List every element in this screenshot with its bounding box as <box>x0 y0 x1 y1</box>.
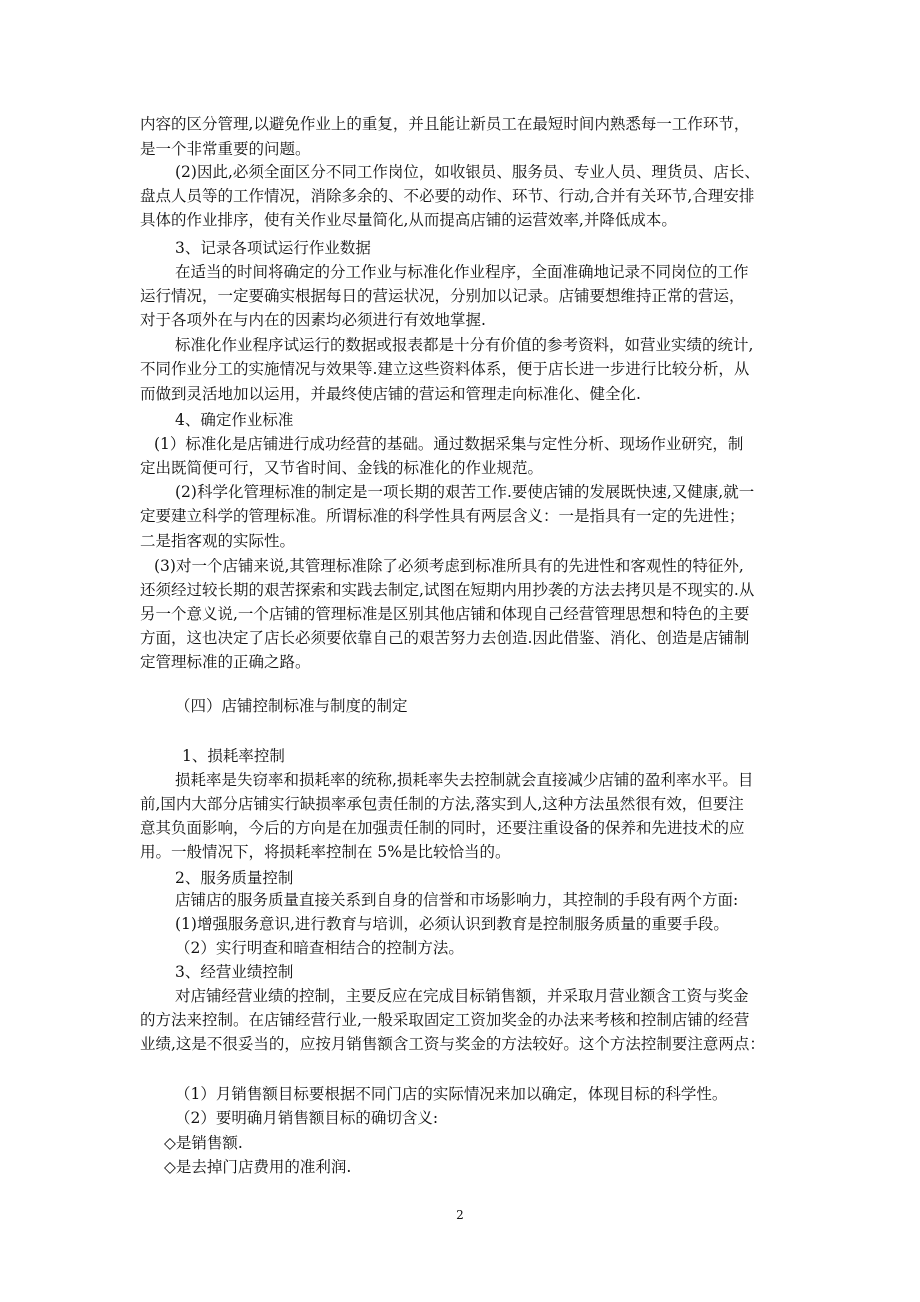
text-line: （四）店铺控制标准与制度的制定 <box>175 697 408 715</box>
text-line: 对店铺经营业绩的控制，主要反应在完成目标销售额，并采取月营业额含工资与奖金 <box>175 987 749 1005</box>
text-line: 前,国内大部分店铺实行缺损率承包责任制的方法,落实到人,这种方法虽然很有效，但要注 <box>140 795 744 813</box>
text-line: 内容的区分管理,以避免作业上的重复，并且能让新员工在最短时间内熟悉每一工作环节， <box>140 115 750 133</box>
text-line: 对于各项外在与内在的因素均必须进行有效地掌握. <box>140 311 486 329</box>
text-line: (3)对一个店铺来说,其管理标准除了必须考虑到标准所具有的先进性和客观性的特征外, <box>154 557 744 575</box>
text-line: 是一个非常重要的问题。 <box>140 140 311 158</box>
text-line: 2、服务质量控制 <box>175 869 294 887</box>
text-line: (1）标准化是店铺进行成功经营的基础。通过数据采集与定性分析、现场作业研究，制 <box>154 435 744 453</box>
text-line: 而做到灵活地加以运用，并最终使店铺的营运和管理走向标准化、健全化. <box>140 385 641 403</box>
text-line: 方面，这也决定了店长必须要依靠自己的艰苦努力去创造.因此借鉴、消化、创造是店铺制 <box>140 629 750 647</box>
text-line: 二是指客观的实际性。 <box>140 532 296 550</box>
text-line: (2)科学化管理标准的制定是一项长期的艰苦工作.要使店铺的发展既快速,又健康,就一 <box>175 483 755 501</box>
text-line: （2）要明确月销售额目标的确切含义: <box>175 1109 439 1127</box>
page-number: 2 <box>456 1208 464 1222</box>
text-line: 另一个意义说,一个店铺的管理标准是区别其他店铺和体现自己经营管理思想和特色的主要 <box>140 605 750 623</box>
text-line: 3、经营业绩控制 <box>175 963 294 981</box>
text-line: 定要建立科学的管理标准。所谓标准的科学性具有两层含义：一是指具有一定的先进性； <box>140 507 745 525</box>
text-line: 用。一般情况下，将损耗率控制在 5%是比较恰当的。 <box>140 843 511 861</box>
text-line: 运行情况，一定要确实根据每日的营运状况，分别加以记录。店铺要想维持正常的营运， <box>140 287 745 305</box>
text-line: 店铺店的服务质量直接关系到自身的信誉和市场影响力，其控制的手段有两个方面: <box>175 891 739 909</box>
text-line: （1）月销售额目标要根据不同门店的实际情况来加以确定，体现目标的科学性。 <box>175 1085 728 1103</box>
text-line: ◇是去掉门店费用的准利润. <box>164 1158 352 1176</box>
text-line: 1、损耗率控制 <box>182 747 285 765</box>
text-line: 意其负面影响，今后的方向是在加强责任制的同时，还要注重设备的保养和先进技术的应 <box>140 819 745 837</box>
text-line: 业绩,这是不很妥当的，应按月销售额含工资与奖金的方法较好。这个方法控制要注意两点： <box>140 1035 765 1053</box>
text-line: (2)因此,必须全面区分不同工作岗位，如收银员、服务员、专业人员、理货员、店长、 <box>175 163 760 181</box>
text-line: 盘点人员等的工作情况，消除多余的、不必要的动作、环节、行动,合并有关环节,合理安排 <box>140 187 755 205</box>
text-line: 具体的作业排序，使有关作业尽量简化,从而提高店铺的运营效率,并降低成本。 <box>140 211 677 229</box>
text-line: 在适当的时间将确定的分工作业与标准化作业程序，全面准确地记录不同岗位的工作 <box>175 263 749 281</box>
text-line: 3、记录各项试运行作业数据 <box>175 239 371 257</box>
text-line: 损耗率是失窃率和损耗率的统称,损耗率失去控制就会直接减少店铺的盈利率水平。目 <box>175 771 754 789</box>
text-line: (1)增强服务意识,进行教育与培训，必须认识到教育是控制服务质量的重要手段。 <box>175 915 729 933</box>
text-line: 标准化作业程序试运行的数据或报表都是十分有价值的参考资料，如营业实绩的统计, <box>175 336 754 354</box>
text-line: 4、确定作业标准 <box>175 411 294 429</box>
text-line: 的方法来控制。在店铺经营行业,一般采取固定工资加奖金的办法来考核和控制店铺的经营 <box>140 1011 750 1029</box>
text-line: 定出既简便可行，又节省时间、金钱的标准化的作业规范。 <box>140 459 544 477</box>
text-line: （2）实行明查和暗查相结合的控制方法。 <box>175 939 464 957</box>
text-line: 还须经过较长期的艰苦探索和实践去制定,试图在短期内用抄袭的方法去拷贝是不现实的.从 <box>140 581 755 599</box>
text-line: ◇是销售额. <box>164 1134 243 1152</box>
text-line: 定管理标准的正确之路。 <box>140 653 311 671</box>
text-line: 不同作业分工的实施情况与效果等.建立这些资料体系，便于店长进一步进行比较分析，从 <box>140 360 750 378</box>
